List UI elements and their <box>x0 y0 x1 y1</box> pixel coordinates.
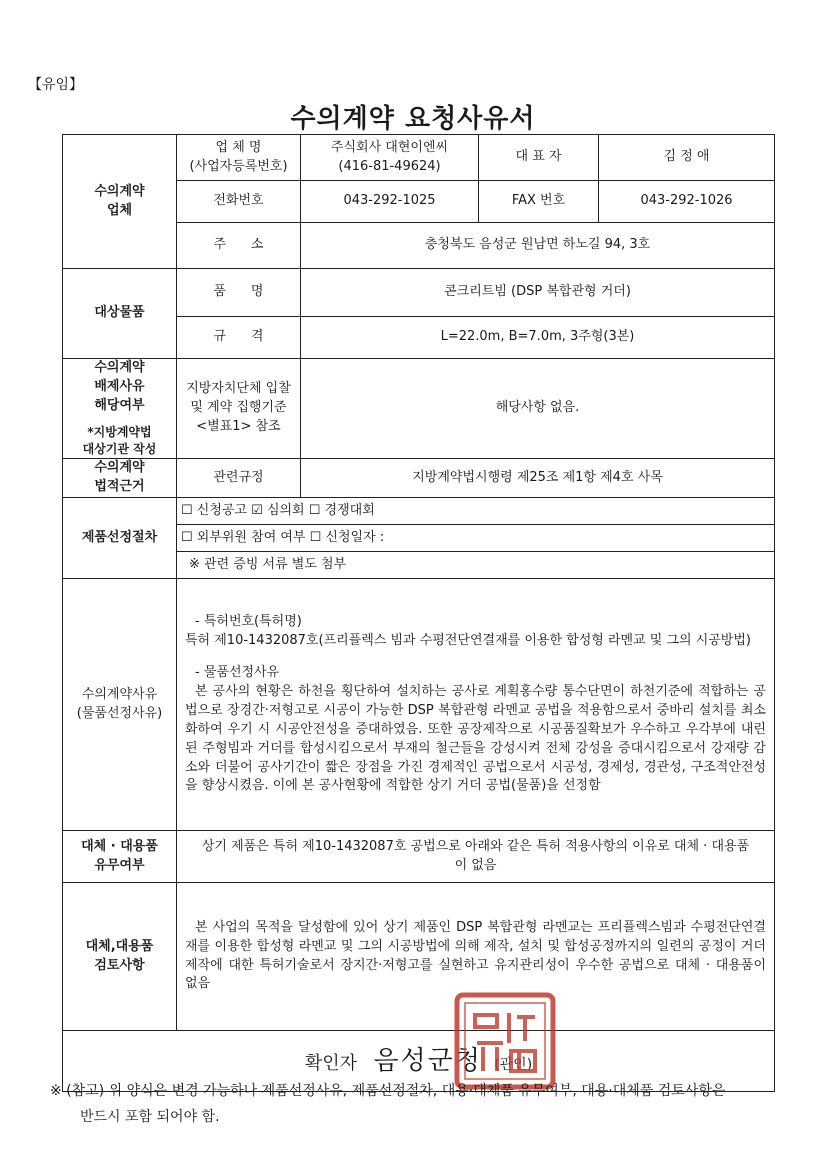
procedure-line-2: ☐ 외부위원 참여 여부 ☐ 신청일자 : <box>177 525 774 552</box>
footnote-line-1: ※ (참고) 위 양식은 변경 가능하나 제품선정사유, 제품선정절차, 대용·대체품 유무여부, 대용·대체품 검토사항은 <box>50 1083 726 1099</box>
company-row-name <box>63 135 775 181</box>
reason-heading: - 물품선정사유 <box>195 665 280 681</box>
procedure-line-3: ※ 관련 증빙 서류 별도 첨부 <box>189 557 347 572</box>
exclusion-row <box>63 359 775 459</box>
representative-label: 대 표 자 <box>479 135 599 181</box>
exclusion-section-label-cell <box>63 359 177 459</box>
address-value: 충청북도 음성군 원남면 하노길 94, 3호 <box>301 223 775 269</box>
product-section-label: 대상물품 <box>63 269 177 359</box>
spec-value: L=22.0m, B=7.0m, 3주형(3본) <box>301 317 775 359</box>
review-row <box>63 883 775 1031</box>
company-name-value: 주식회사 대현이엔씨 (416-81-49624) <box>301 135 479 181</box>
phone-label: 전화번호 <box>177 181 301 223</box>
reason-row <box>63 579 775 831</box>
company-name-label: 업 체 명 (사업자등록번호) <box>177 135 301 181</box>
product-row-item <box>63 269 775 317</box>
rule-value: 지방계약법시행령 제25조 제1항 제4호 사목 <box>301 459 775 498</box>
exclusion-criteria: 지방자치단체 입찰 및 계약 집행기준 <별표1> 참조 <box>177 359 301 459</box>
seal-mark: (관인) <box>494 1057 533 1073</box>
exclusion-value: 해당사항 없음. <box>301 359 775 459</box>
address-label: 주 소 <box>177 223 301 269</box>
footnote-line-2: 반드시 포함 되어야 함. <box>80 1109 220 1125</box>
fax-label: FAX 번호 <box>479 181 599 223</box>
phone-value: 043-292-1025 <box>301 181 479 223</box>
confirm-label: 확인자 <box>304 1053 357 1074</box>
exclusion-note: *지방계약법 대상기관 작성 <box>82 424 157 456</box>
patent-heading: - 특허번호(특허명) <box>195 613 302 629</box>
page-title: 수의계약 요청사유서 <box>290 104 536 134</box>
fax-value: 043-292-1026 <box>599 181 775 223</box>
review-value: 본 사업의 목적을 달성함에 있어 상기 제품인 DSP 복합관형 라멘교는 프리플렉스빔과 수평전단연결재를 이용한 합성형 라멘교 및 그의 시공방법에 의해 제작, 설치 및 합성공정까지의 일련의 공정이 거더 제작에 대한 특허기술로서 장지간·저형고를 실현하고 유지관리성이 우수한 공법으로 대체 · 대용품이 없음 <box>177 883 775 1031</box>
item-label: 품 명 <box>177 269 301 317</box>
confirm-line <box>63 1043 774 1081</box>
legal-section-label: 수의계약 법적근거 <box>63 459 177 498</box>
reason-text: 본 공사의 현황은 하천을 횡단하여 설치하는 공사로 계획홍수량 통수단면이 하천기준에 적합하는 공법으로 장경간·저형고로 시공이 가능한 DSP 복합관형 라멘교 공법을 적용함으로서 중바리 설치를 최소화하여 우기 시 시공안전성을 증대하였음. 또한 공장제작으로 시공품질확보가 우수하고 우각부에 내린된 주형빔과 거더를 합성시킴으로서 부재의 철근들을 강성시켜 전체 강성을 증대시킴으로서 강재량 감소와 더불어 공사기간이 짧은 장점을 가진 경제적인 공법으로서 시공성, 경제성, 경관성, 구조적안전성을 향상시켰음. 이에 본 공사현황에 적합한 상기 거더 공법(물품)을 선정함 <box>185 684 766 794</box>
confirm-name: 음성군청 <box>373 1046 482 1076</box>
representative-value: 김 정 애 <box>599 135 775 181</box>
substitute-value: 상기 제품은 특허 제10-1432087호 공법으로 아래와 같은 특허 적용사항의 이유로 대체 · 대용품이 없음 <box>177 831 775 883</box>
procedure-row <box>63 498 775 579</box>
rule-label: 관련규정 <box>177 459 301 498</box>
official-seal-icon <box>453 991 557 1091</box>
company-section-label: 수의계약 업체 <box>63 135 177 269</box>
procedure-section-label: 제품선정절차 <box>63 498 177 579</box>
exclusion-section-label: 수의계약 배제사유 해당여부 <box>94 360 145 413</box>
substitute-section-label: 대체 · 대용품 유무여부 <box>63 831 177 883</box>
request-form-table <box>62 134 775 1092</box>
substitute-row <box>63 831 775 883</box>
reason-cell <box>177 579 775 831</box>
procedure-cell <box>177 498 775 579</box>
document-tag: 【유임】 <box>28 77 84 93</box>
item-value: 콘크리트빔 (DSP 복합관형 거더) <box>301 269 775 317</box>
review-section-label: 대체,대용품 검토사항 <box>63 883 177 1031</box>
reason-section-label: 수의계약사유 (물품선정사유) <box>63 579 177 831</box>
footnote <box>50 1078 790 1130</box>
patent-text: 특허 제10-1432087호(프리플렉스 빔과 수평전단연결재를 이용한 합성형 라멘교 및 그의 시공방법) <box>185 632 751 648</box>
procedure-line-1: ☐ 신청공고 ☑ 심의회 ☐ 경쟁대회 <box>177 498 774 525</box>
legal-row <box>63 459 775 498</box>
spec-label: 규 격 <box>177 317 301 359</box>
